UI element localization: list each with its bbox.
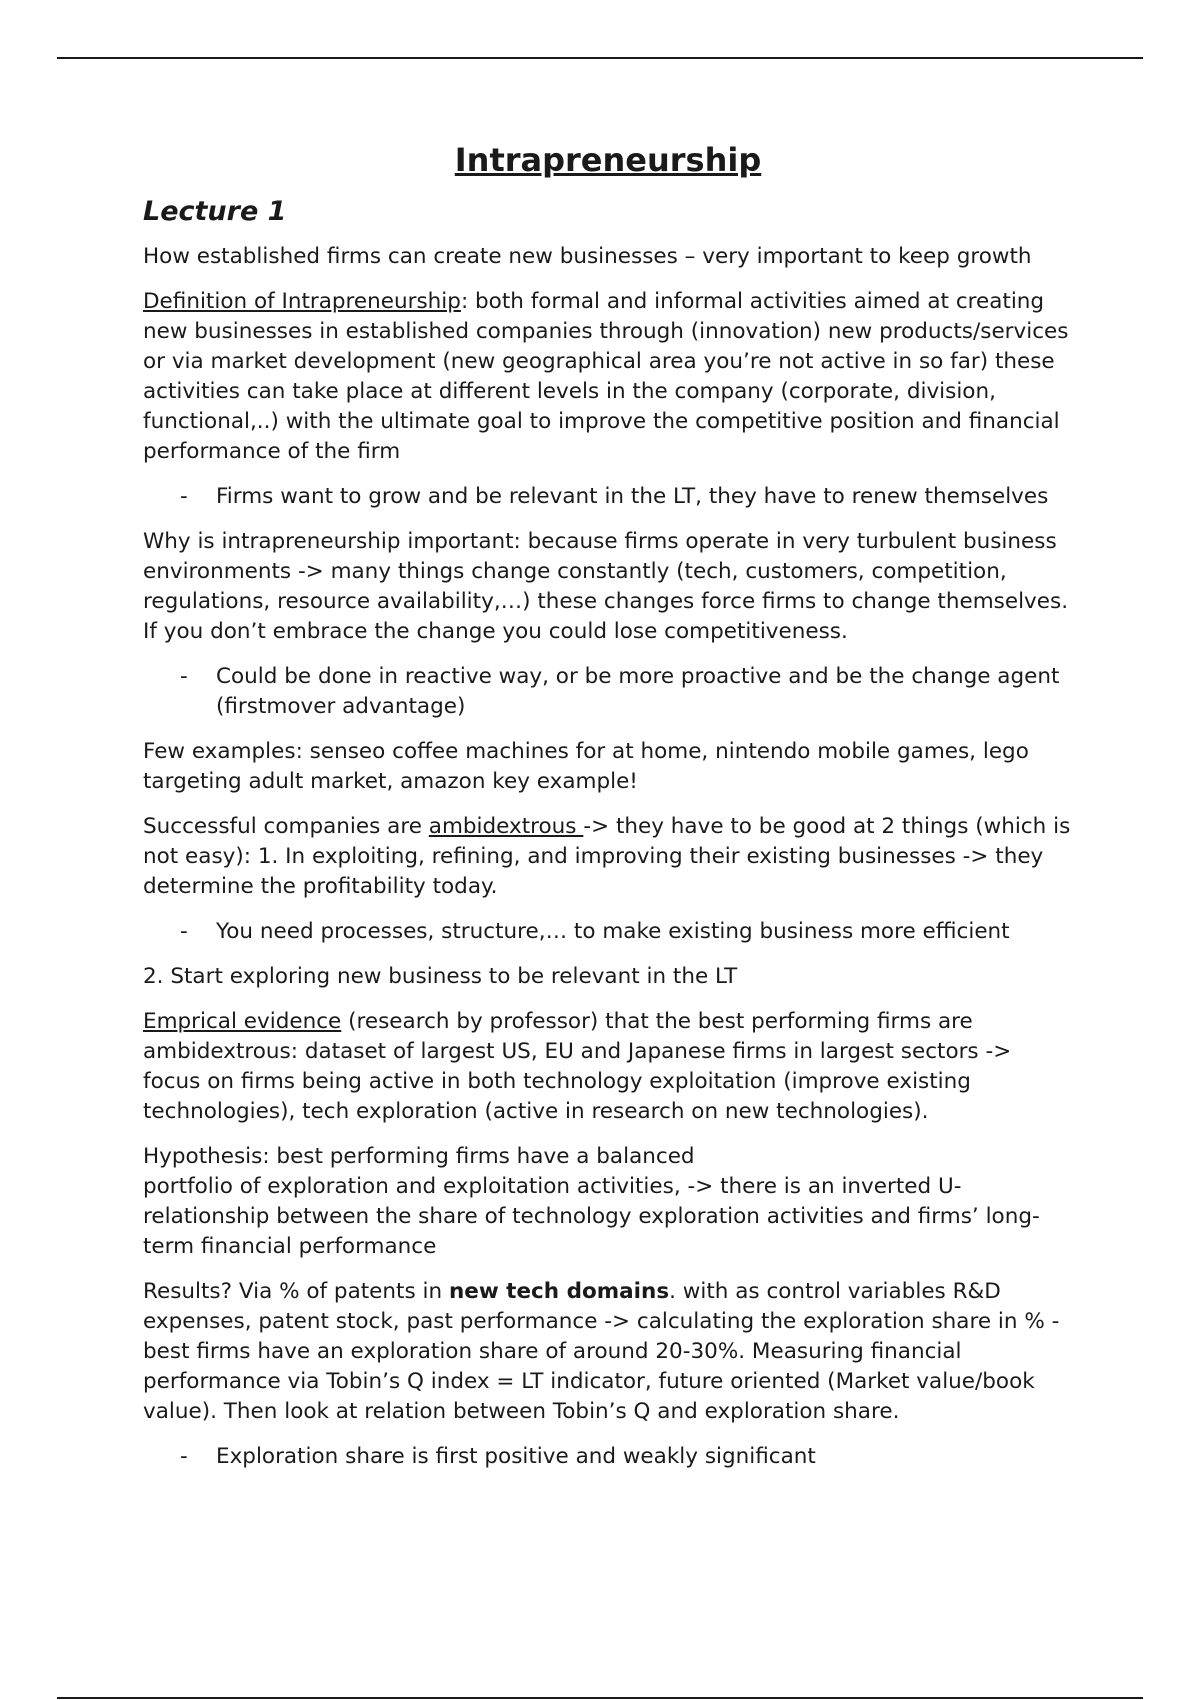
results-before: Results? Via % of patents in [143, 1279, 449, 1304]
list-item-text: Could be done in reactive way, or be more proactive and be the change agent (firstmover advantage) [216, 664, 1060, 719]
document-title [143, 138, 1073, 182]
point-2-paragraph: 2. Start exploring new business to be relevant in the LT [143, 964, 738, 989]
ambidextrous-after: -> they have to be good at 2 things (which is not easy): 1. In exploiting, refining, and improving their existing businesses -> they determine the profitability today. [143, 814, 1071, 899]
ambidextrous-paragraph [143, 812, 1073, 902]
intro-paragraph: How established firms can create new businesses – very important to keep growth [143, 244, 1032, 269]
results-after: . with as control variables R&D expenses, patent stock, past performance -> calculating the exploration share in % - best firms have an exploration share of around 20-30%. Measuring financial performance via Tobin’s Q index = LT indicator, future oriented (Market value/book value). Then look at relation between Tobin’s Q and exploration share. [143, 1279, 1060, 1424]
list-item [143, 662, 1073, 722]
header-rule [57, 57, 1143, 59]
definition-text: : both formal and informal activities aimed at creating new businesses in established companies through (innovation) new products/services or via market development (new geographical area you’re not active in so far) these activities can take place at different levels in the company (corporate, division, functional,..) with the ultimate goal to improve the competitive position and financial performance of the firm [143, 289, 1069, 464]
bullet-marker: - [180, 919, 188, 944]
evidence-paragraph [143, 1007, 1073, 1127]
list-item [143, 482, 1073, 512]
hypothesis-rest: portfolio of exploration and exploitation activities, -> there is an inverted U-relationship between the share of technology exploration activities and firms’ long-term financial performance [143, 1174, 1040, 1259]
results-paragraph [143, 1277, 1073, 1427]
why-important-paragraph: Why is intrapreneurship important: because firms operate in very turbulent business environments -> many things change constantly (tech, customers, competition, regulations, resource availability,…) these changes force firms to change themselves. If you don’t embrace the change you could lose competitiveness. [143, 529, 1069, 644]
bullet-marker: - [180, 1444, 188, 1469]
footer-rule [57, 1697, 1143, 1699]
evidence-text: (research by professor) that the best performing firms are ambidextrous: dataset of largest US, EU and Japanese firms in largest sectors -> focus on firms being active in both technology exploitation (improve existing technologies), tech exploration (active in research on new technologies). [143, 1009, 1012, 1124]
ambidextrous-term: ambidextrous [428, 814, 584, 839]
hypothesis-paragraph [143, 1142, 1073, 1262]
ambidextrous-before: Successful companies are [143, 814, 429, 839]
results-bold: new tech domains [448, 1279, 670, 1304]
examples-paragraph: Few examples: senseo coffee machines for at home, nintendo mobile games, lego targeting adult market, amazon key example! [143, 739, 1029, 794]
evidence-term: Emprical evidence [143, 1009, 342, 1034]
list-item [143, 1442, 1073, 1472]
list-item-text: You need processes, structure,… to make existing business more efficient [216, 919, 1010, 944]
list-item-text: Exploration share is first positive and weakly significant [216, 1444, 816, 1469]
document-title-text: Intrapreneurship [454, 141, 762, 179]
bullet-marker: - [180, 484, 188, 509]
list-item [143, 917, 1073, 947]
definition-paragraph [143, 287, 1073, 467]
lecture-heading: Lecture 1 [143, 196, 287, 227]
hypothesis-line-1: Hypothesis: best performing firms have a balanced [143, 1144, 695, 1169]
document-body [143, 138, 1073, 1487]
definition-term: Definition of Intrapreneurship [143, 289, 461, 314]
list-item-text: Firms want to grow and be relevant in the LT, they have to renew themselves [216, 484, 1049, 509]
bullet-marker: - [180, 664, 188, 689]
